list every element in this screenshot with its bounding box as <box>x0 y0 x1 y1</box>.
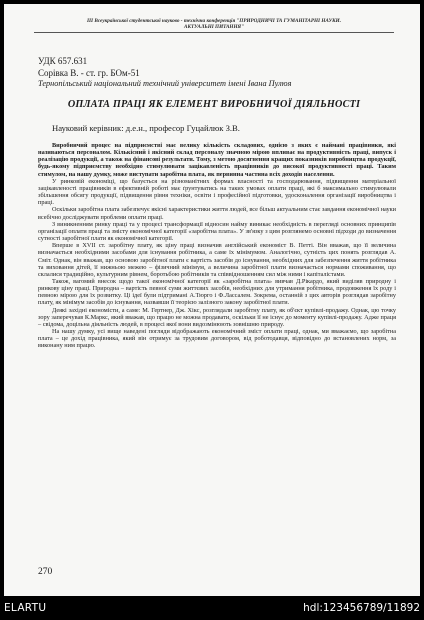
page-number: 270 <box>38 567 53 577</box>
repository-footer <box>0 596 424 620</box>
document-page <box>4 4 420 596</box>
header-line-2: АКТУАЛЬНІ ПИТАННЯ" <box>184 24 244 31</box>
article-title: ОПЛАТА ПРАЦІ ЯК ЕЛЕМЕНТ ВИРОБНИЧОЇ ДІЯЛЬНОСТІ <box>67 99 361 110</box>
paragraph: Оскільки заробітна плата забезпечує якісні характеристики життя людей, все більш актуальним стає завдання економічної науки всебічно досліджувати проблеми оплати праці. <box>38 206 396 221</box>
article-body <box>38 142 396 350</box>
handle-identifier: hdl:123456789/11892 <box>303 602 420 614</box>
paragraph: Також, вагомий внесок щодо такої економічної категорії як «заробітна плата» вивчав Д.Рікардо, який виділяв природну і ринкову ціну праці. Природна – вартість певної суми життєвих засобів, необхідних для утримання робітника, продовження їх роду і певною мірою для їх розвитку. Ці ідеї були підтримані А.Тюрго і Ф.Лассалем. Зокрема, останній з цих авторів розглядав заробітну плату, як мінімум засобів до існування, назвавши її теорією залізного закону заробітної плати. <box>38 277 396 307</box>
udk-code: УДК 657.631 <box>38 56 88 66</box>
header-line-1: ІІІ Всеукраїнської студентської науково - технічна конференція "ПРИРОДНИЧІ ТА ГУМАНІТАРНІ НАУКИ. <box>86 18 341 24</box>
supervisor-line: Науковий керівник: д.е.н., професор Гуцайлюк З.В. <box>52 123 240 133</box>
repository-name: ELARTU <box>4 602 47 614</box>
conference-header <box>34 18 394 33</box>
paragraph: Деякі західні економісти, а саме: М. Гертнер, Дж. Хікс, розглядали заробітну плату, як об'єкт купівлі-продажу. Однак, цю точку зору заперечував К.Маркс, який вважав, що працю не можна продавати, оскільки її не існує до моменту купівлі-продажу. Адже праця – свідома, доцільна діяльність людей, в процесі якої вони видозмінюють зовнішню природу. <box>38 306 396 328</box>
paragraph: Вперше в XVII ст. заробітну плату, як ціну праці визначив англійський економіст В. Петті. Він вважав, що її величина визначається необхідними засобами для існування робітника, а саме їх мінімумом. Аналогічно, сутність цих понять розглядав А. Сміт. Однак, він вважав, що основою заробітної плати є вартість засобів до існування, необхідних для забезпечення життя робітника та виховання дітей, її нижньою межею – фізичний мінімум, а величина заробітної плати визначається нормами споживання, що склалися традиційно, культурним рівнем, боротьбою робітників та співвідношенням сил між ними і капіталістами. <box>38 242 396 278</box>
paragraph: З виникненням ринку праці та у процесі трансформації відносин найму виникає необхідність в перегляді основних принципів організації оплати праці та змісту економічної категорії «заробітна плата». У зв'язку з цим розглянемо основні підходи до визначення сутності заробітної плати як економічної категорії. <box>38 220 396 243</box>
university-line: Тернопільський національний технічний університет імені Івана Пулюя <box>38 79 292 88</box>
author-line: Сорівка В. - ст. гр. БОм-51 <box>38 68 140 78</box>
paragraph: На нашу думку, усі вище наведені погляди відображають економічний зміст оплати праці, однак, ми вважаємо, що заробітна плата – це дохід працівника, який він отримує за трудовим договором, від роботодавця, відповідно до встановлених норм, за виконану ним працю. <box>38 328 396 350</box>
paragraph: У ринковій економіці, що базується на різноманітних формах власності та господарювання, підвищення матеріальної зацікавленості працівників в ефективній роботі має ґрунтуватись на таких умовах оплати праці, які б максимально стимулювали збільшення обсягу продукції, підвищення рівня техніки, освіти і професійної підготовки, удосконалення організації виробництва і праці. <box>38 177 396 207</box>
paragraph-abstract: Виробничий процес на підприємстві має велику кількість складових, однією з яких є наймані працівники, які називаються персоналом. Кількісний і якісний склад персоналу значною мірою впливає на продуктивність праці, випуск і реалізацію продукції, а також на фінансові результати. Тому, з метою досягнення кращих показників виробництва продукції, будь-якому підприємству необхідно стимулювати зацікавленість працівників до високої продуктивності праці. Таким стимулом, на нашу думку, може виступати заробітна плата, як первинна частина всіх доходів населення. <box>38 142 396 178</box>
